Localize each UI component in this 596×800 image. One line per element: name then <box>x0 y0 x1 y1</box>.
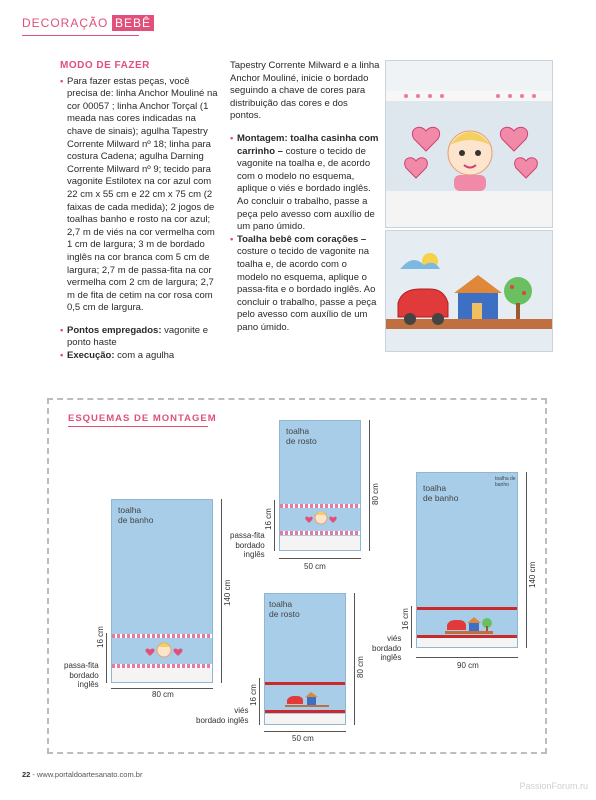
towel-c-width: 90 cm <box>457 661 479 670</box>
towel-c-name <box>423 483 458 503</box>
bias-band <box>265 682 345 685</box>
bias-band <box>417 607 517 610</box>
towel-d-band: 16 cm <box>249 684 258 706</box>
towel-b-height: 80 cm <box>371 483 380 505</box>
dim-line <box>106 633 107 683</box>
towel-c-height: 140 cm <box>528 561 537 588</box>
towel-c-name-1: toalha <box>423 483 447 493</box>
page-number: 22 <box>22 770 31 779</box>
towel-d-name-1: toalha <box>269 599 293 609</box>
schemes-title-underline <box>68 426 208 427</box>
towel-d-height: 80 cm <box>356 656 365 678</box>
towel-b-name-1: toalha <box>286 426 310 436</box>
towel-b-label-2: bordado <box>235 540 265 550</box>
instructions-column-2 <box>230 60 380 334</box>
dim-line <box>411 606 412 648</box>
stitches-item <box>60 325 220 350</box>
towel-b-band: 16 cm <box>264 508 273 530</box>
towel-a-name-2: de banho <box>118 515 154 525</box>
towel-d-label-2: bordado inglês <box>196 715 249 725</box>
lace-trim <box>280 536 360 550</box>
schemes-title: ESQUEMAS DE MONTAGEM <box>68 413 217 424</box>
materials-item: • Para fazer estas peças, você precisa de: linha Anchor Mouliné na cor 00057 ; linha Anchor Torçal (1 meada nas cores indicadas na chave de sinais); agulha Tapestry Corrente Milward nº 18; linha para costura Cadena; agulha Darning Corrente Milward nº 9; tecido para vagonite Estilotex na cor azul com 22 cm x 55 cm e 22 cm x 75 cm (2 faixas de cada medida); 2 jogos de toalhas banho e rosto na cor azul; 2,7 m de viés na cor vermelha com 1 cm de largura; 3 m de bordado inglês na cor branca com 5 cm de largura; 2,7 m de passa-fita na cor vermelha com 2 cm de largura; 2,7 m de fita de cetim na cor rosa com 0,5 cm de largura. <box>60 76 220 315</box>
header-divider <box>22 35 139 36</box>
towel-a-name-1: toalha <box>118 505 142 515</box>
dim-line <box>354 593 355 725</box>
dim-line <box>369 420 370 551</box>
towel-a-label-2: bordado <box>69 670 99 680</box>
ribbon-band <box>280 504 360 508</box>
house-car-motif <box>445 615 493 635</box>
ribbon-band-lower <box>280 531 360 535</box>
dim-line <box>526 472 527 648</box>
lace-trim <box>417 637 517 647</box>
house-car-photo <box>385 230 553 352</box>
towel-a-labels <box>64 661 99 690</box>
towel-b-name-2: de rosto <box>286 436 317 446</box>
stitches-label: Pontos empregados: <box>67 324 162 336</box>
section-name: DECORAÇÃO <box>22 16 109 30</box>
baby-hearts-photo <box>385 60 553 228</box>
towel-a-name <box>118 505 153 525</box>
baby-hearts-illustration <box>386 61 553 228</box>
towel-c-corner-label: toalha de banho <box>495 476 516 488</box>
dim-line <box>279 558 361 559</box>
towel-b-labels <box>230 531 265 560</box>
bias-band-lower <box>417 635 517 638</box>
towel-c-band: 16 cm <box>401 608 410 630</box>
intro-paragraph: Tapestry Corrente Milward e a linha Anchor Mouliné, inicie o bordado seguindo a chave de cores para distribuição das cores e dos pontos. <box>230 60 380 122</box>
towel-c-label-1: viés <box>387 634 402 643</box>
towel-a-band: 16 cm <box>96 626 105 648</box>
instructions-column <box>60 60 220 363</box>
assembly-item <box>230 133 380 234</box>
hearts-towel-text: costure o tecido de vagonite na toalha e, de acordo com o modelo no esquema, aplique o passa-fita e o bordado inglês. Ao concluir o trabalho, passe a peça pelo avesso com auxílio de um pano úmido. <box>237 246 377 333</box>
towel-a-label-3: inglês <box>77 680 99 689</box>
instructions-title: MODO DE FAZER <box>60 60 150 71</box>
towel-b-width: 50 cm <box>304 562 326 571</box>
section-tag: BEBÊ <box>112 15 154 31</box>
stitches-text: vagonite e ponto haste <box>67 324 208 349</box>
dim-line <box>274 500 275 551</box>
baby-motif <box>144 640 184 662</box>
hearts-towel-item <box>230 234 380 335</box>
watermark: PassionForum.ru <box>519 781 588 791</box>
site-url: - www.portaldoartesanato.com.br <box>30 770 143 779</box>
dim-line <box>259 678 260 725</box>
towel-c-label-2: bordado <box>372 643 402 653</box>
bath-towel-baby-scheme <box>111 499 213 683</box>
dim-line <box>111 688 213 689</box>
towel-c-labels <box>372 634 401 663</box>
dim-line <box>221 499 222 683</box>
house-car-illustration <box>386 231 553 352</box>
towel-d-name-2: de rosto <box>269 609 300 619</box>
towel-d-label-1: viés <box>234 706 249 715</box>
towel-d-labels <box>196 706 248 725</box>
towel-b-label-3: inglês <box>243 550 265 559</box>
house-car-motif <box>285 690 329 708</box>
towel-c-label-3: inglês <box>380 653 402 662</box>
ribbon-band-lower <box>112 664 212 668</box>
bias-band-lower <box>265 710 345 713</box>
execution-label: Execução: <box>67 350 115 362</box>
execution-item <box>60 350 220 363</box>
page-footer <box>22 770 142 779</box>
baby-motif <box>304 509 338 529</box>
towel-c-name-2: de banho <box>423 493 459 503</box>
towel-d-name <box>269 599 300 619</box>
ribbon-band <box>112 634 212 638</box>
towel-b-label-1: passa-fita <box>230 531 265 540</box>
towel-d-width: 50 cm <box>292 734 314 743</box>
dim-line <box>264 731 346 732</box>
towel-a-height: 140 cm <box>223 579 232 606</box>
hearts-towel-label: Toalha bebê com corações – <box>237 233 367 245</box>
execution-text: com a agulha <box>114 350 175 362</box>
assembly-label: Montagem: toalha casinha com carrinho – <box>237 132 379 157</box>
dim-line <box>416 657 518 658</box>
towel-a-label-1: passa-fita <box>64 661 99 670</box>
assembly-text: costure o tecido de vagonite na toalha e, de acordo com o modelo no esquema, aplique o viés e bordado inglês. Ao concluir o trabalho, passe a peça pelo avesso com auxílio de um pano úmido. <box>237 145 375 233</box>
lace-trim <box>265 714 345 724</box>
towel-b-name <box>286 426 317 446</box>
towel-a-width: 80 cm <box>152 690 174 699</box>
